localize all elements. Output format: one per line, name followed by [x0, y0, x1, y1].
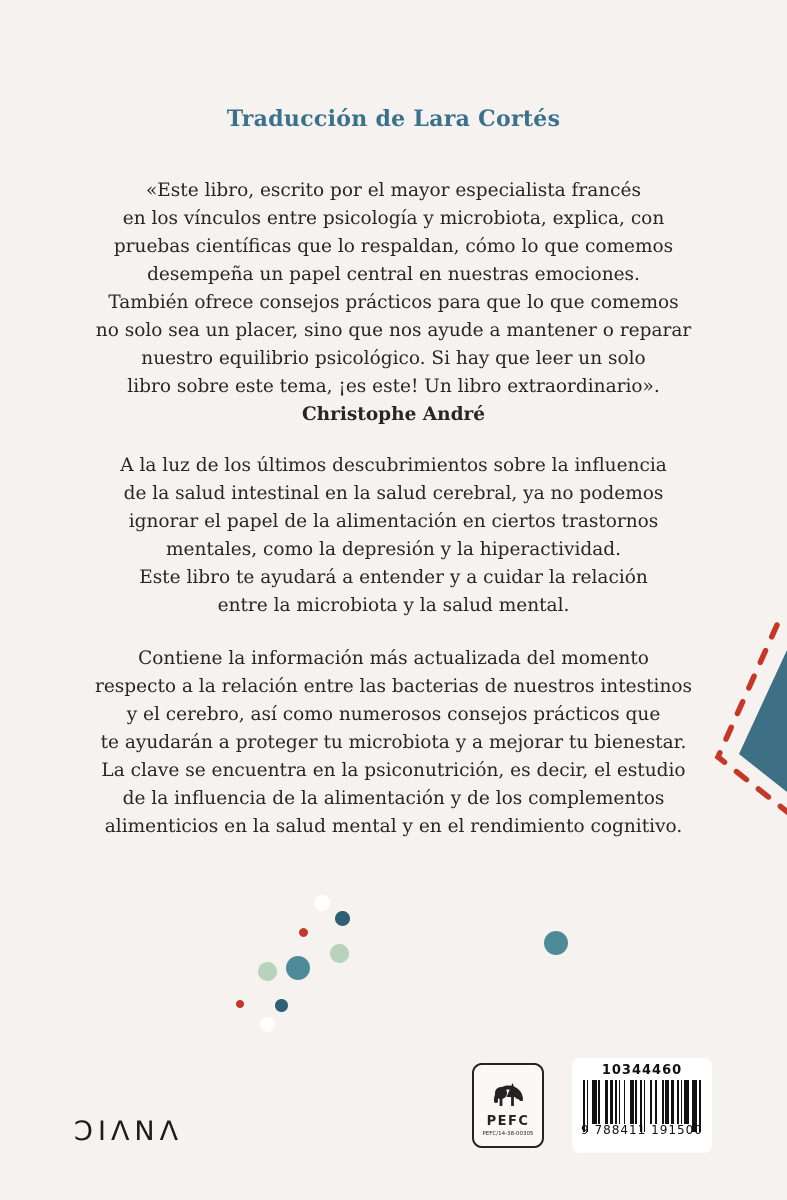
teal-dot	[544, 931, 568, 955]
paragraph-salud-lines	[40, 452, 747, 620]
paragraph-contiene-lines	[40, 645, 747, 841]
text-line: entre la microbiota y la salud mental.	[217, 595, 570, 616]
text-line: «Este libro, escrito por el mayor especialista francés	[145, 180, 641, 201]
text-line: en los vínculos entre psicología y microbiota, explica, con	[122, 208, 665, 229]
pefc-cert-number: PEFC/14-38-00305	[482, 1131, 534, 1137]
text-line: ignorar el papel de la alimentación en ciertos trastornos	[128, 511, 659, 532]
dark_teal-dot	[335, 911, 350, 926]
red-dot	[236, 1000, 244, 1008]
text-line: mentales, como la depresión y la hiperactividad.	[166, 539, 621, 560]
text-line: A la luz de los últimos descubrimientos sobre la influencia	[120, 455, 667, 476]
barcode-top-number: 10344460	[601, 1063, 683, 1078]
text-line: te ayudarán a proteger tu microbiota y a mejorar tu bienestar.	[100, 732, 687, 753]
white-dot	[314, 895, 330, 911]
text-line: de la influencia de la alimentación y de los complementos	[122, 788, 665, 809]
corner-triangle-decoration	[703, 612, 787, 822]
dark_teal-dot	[275, 999, 288, 1012]
review-quote	[40, 177, 747, 429]
text-line: pruebas científicas que lo respaldan, cómo lo que comemos	[113, 236, 674, 257]
green-dot	[258, 962, 277, 981]
barcode-isbn-digits: 9 788411 191500	[581, 1123, 703, 1137]
text-line: La clave se encuentra en la psiconutrición, es decir, el estudio	[101, 760, 686, 781]
text-line: nuestro equilibrio psicológico. Si hay que leer un solo	[141, 348, 646, 369]
pefc-trees-icon	[488, 1077, 528, 1113]
text-line: Contiene la información más actualizada del momento	[138, 648, 649, 669]
text-line: respecto a la relación entre las bacterias de nuestros intestinos	[95, 676, 692, 697]
red-dot	[299, 928, 308, 937]
paragraph-salud	[40, 452, 747, 620]
publisher-logo-diana: ƆIΛNΛ	[74, 1116, 184, 1147]
quote-lines	[40, 177, 747, 401]
text-line: libro sobre este tema, ¡es este! Un libro extraordinario».	[127, 376, 660, 397]
text-line: de la salud intestinal en la salud cerebral, ya no podemos	[123, 483, 664, 504]
text-line: También ofrece consejos prácticos para que lo que comemos	[108, 292, 679, 313]
barcode	[572, 1058, 712, 1153]
text-line: y el cerebro, así como numerosos consejos prácticos que	[126, 704, 661, 725]
pefc-label: PEFC	[486, 1114, 530, 1129]
text-line: alimenticios en la salud mental y en el rendimiento cognitivo.	[104, 816, 683, 837]
pefc-badge	[472, 1063, 544, 1148]
text-line: desempeña un papel central en nuestras emociones.	[147, 264, 640, 285]
quote-attribution: Christophe André	[301, 404, 486, 425]
green-dot	[330, 944, 349, 963]
page-title: Traducción de Lara Cortés	[226, 106, 561, 132]
text-line: Este libro te ayudará a entender y a cuidar la relación	[139, 567, 648, 588]
teal-triangle	[739, 650, 787, 792]
white-dot	[260, 1017, 275, 1032]
paragraph-contiene	[40, 645, 747, 841]
text-line: no solo sea un placer, sino que nos ayude a mantener o reparar	[95, 320, 692, 341]
teal-dot	[286, 956, 310, 980]
